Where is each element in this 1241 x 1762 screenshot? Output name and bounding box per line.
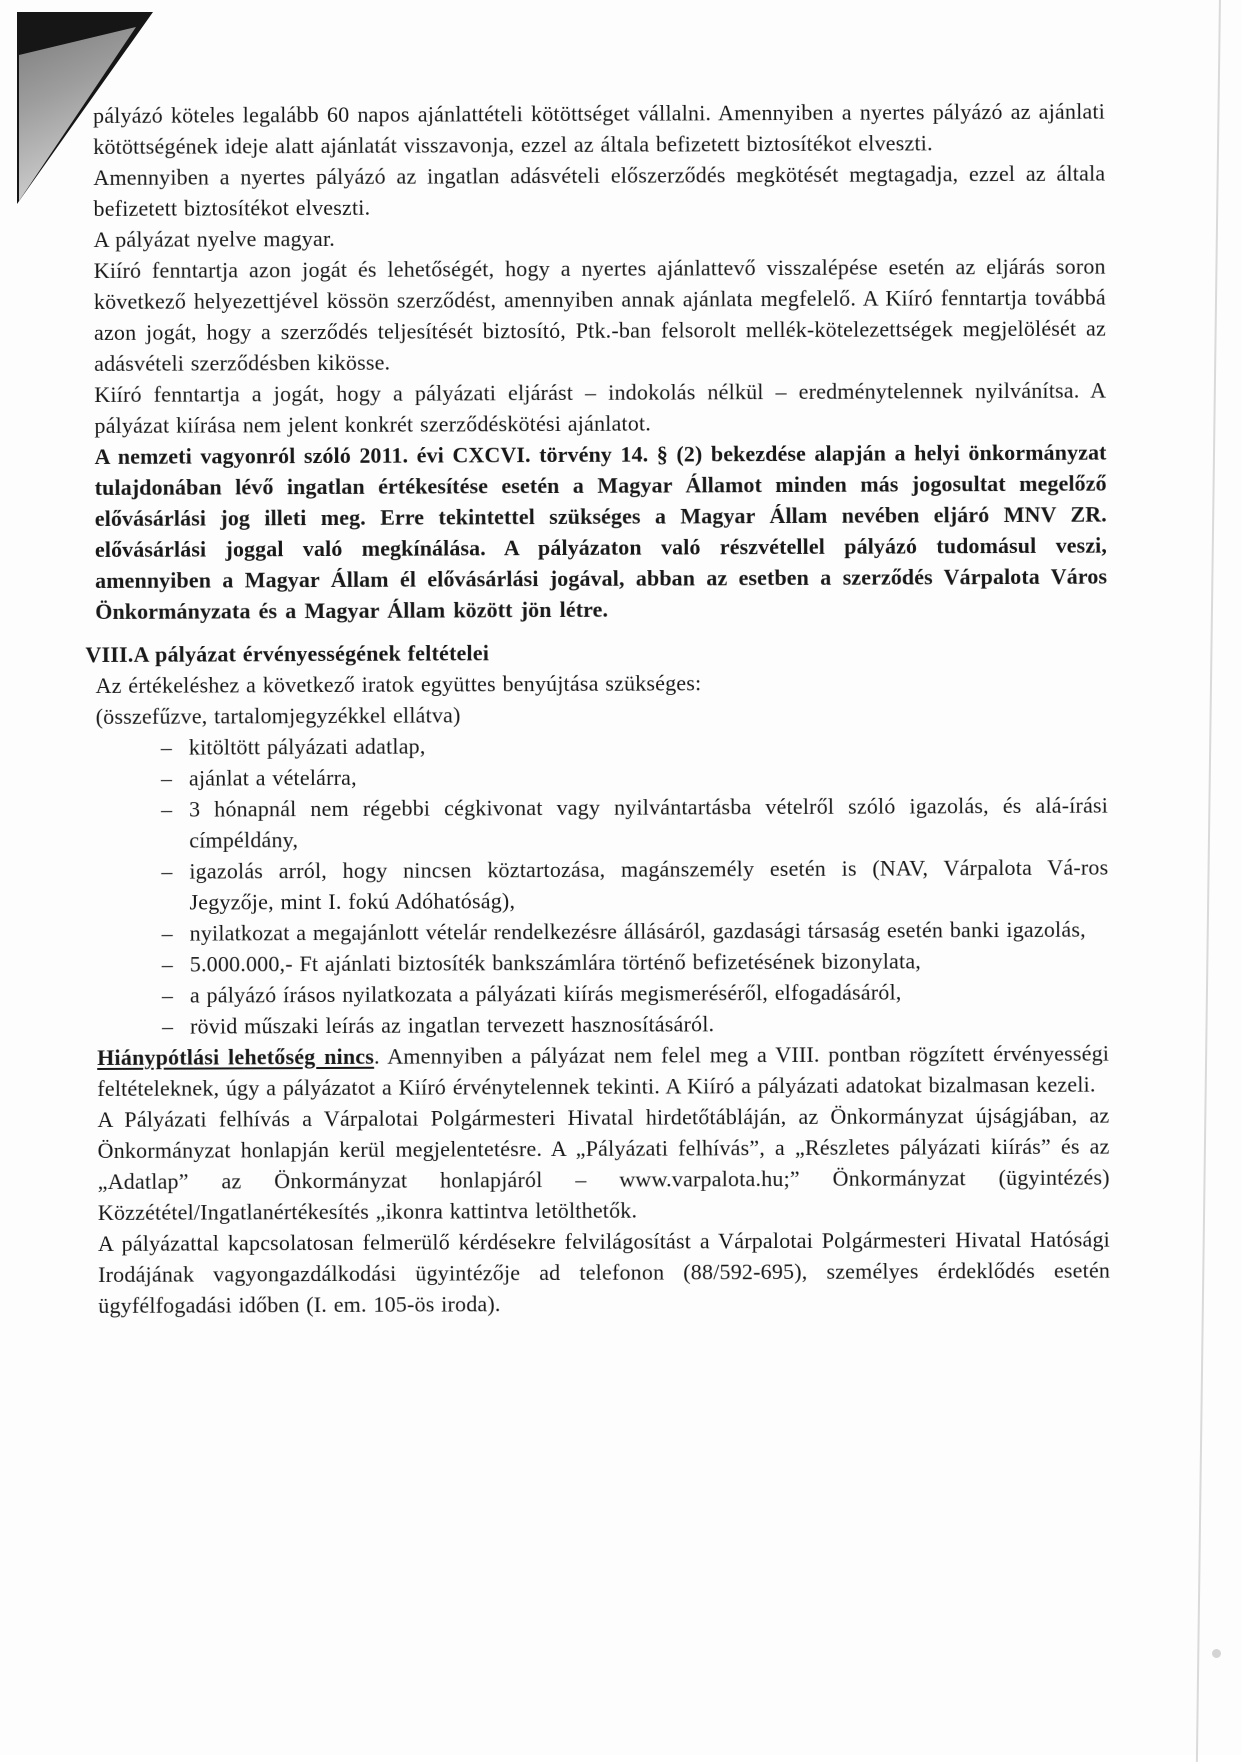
- list-item-text: nyilatkozat a megajánlott vételár rendelkezésre állásáról, gazdasági társaság esetén banki igazolás,: [189, 916, 1086, 946]
- paragraph-state-preemption-right: A nemzeti vagyonról szóló 2011. évi CXCVI. törvény 14. § (2) bekezdése alapján a helyi önkormányzat tulajdonában lévő ingatlan értékesítése esetén a Magyar Államot minden más jogosultat megelőző elővásárlási jog illeti meg. Erre tekintettel szükséges a Magyar Állam nevében eljáró MNV ZR. elővásárlási joggal való megkínálása. A pályázaton való részvétellel pályázó tudomásul veszi, amennyiben a Magyar Állam él elővásárlási jogával, abban az esetben a szerződés Várpalota Város Önkormányzata és a Magyar Állam között jön létre.: [94, 439, 1108, 624]
- document-page: [85, 96, 1111, 1321]
- dash-list-marker: –: [161, 982, 174, 1008]
- paragraph-contact-info: A pályázattal kapcsolatosan felmerülő kérdésekre felvilágosítást a Várpalotai Polgármesteri Hivatal Hatósági Irodájának vagyongazdálkodási ügyintézője ad telefonon (88/592-695), személyes érdeklődés esetén ügyfélfogadási időben (I. em. 105-ös iroda).: [97, 1226, 1111, 1318]
- list-item: [162, 1007, 1109, 1042]
- section-title: A pályázat érvényességének feltételei: [133, 640, 490, 667]
- list-item-text: rövid műszaki leírás az ingatlan tervezett hasznosításáról.: [189, 1011, 715, 1039]
- list-item-text: 3 hónapnál nem régebbi cégkivonat vagy nyilvántartásba vételről szóló igazolás, és alá-írási címpéldány,: [189, 792, 1109, 853]
- section-viii-intro-line2: (összefűzve, tartalomjegyzékkel ellátva): [95, 702, 461, 729]
- paragraph-publication-info: A Pályázati felhívás a Várpalotai Polgármesteri Hivatal hirdetőtábláján, az Önkormányzat újságjában, az Önkormányzat honlapján kerül megjelentetésre. A „Pályázati felhívás”, a „Részletes pályázati kiírás” és az „Adatlap” az Önkormányzat honlapjáról – www.varpalota.hu;” Önkormányzat (ügyintézés) Közzététel/Ingatlanértékesítés „ikonra kattintva letölthetők.: [97, 1102, 1110, 1225]
- list-item: [161, 728, 1108, 763]
- section-viii-validity-conditions: [85, 635, 1109, 1042]
- no-supplementation-lead: Hiánypótlási lehetőség nincs: [97, 1043, 375, 1070]
- dash-list-marker: –: [161, 858, 173, 884]
- paragraph-tender-language: A pályázat nyelve magyar.: [93, 225, 336, 252]
- dash-list-marker: –: [160, 765, 173, 791]
- paragraph-procedure-invalidation: Kiíró fenntartja a jogát, hogy a pályázati eljárást – indokolás nélkül – eredménytelennek nyilvánítsa. A pályázat kiírása nem jelent konkrét szerződéskötési ajánlatot.: [94, 377, 1107, 438]
- list-item: [162, 945, 1109, 980]
- paragraph-deposit-forfeit: pályázó köteles legalább 60 napos ajánlattételi kötöttséget vállalni. Amennyiben a nyertes pályázó az ajánlati kötöttségének ideje alatt ajánlatát visszavonja, ezzel az általa befizetett biztosítékot elveszti.: [93, 98, 1106, 159]
- list-item: [161, 759, 1108, 794]
- list-item-text: kitöltött pályázati adatlap,: [188, 733, 426, 760]
- list-item-text: ajánlat a vételárra,: [188, 764, 357, 791]
- dash-list-marker: –: [161, 1013, 174, 1039]
- paragraph-no-supplementation: [97, 1038, 1109, 1104]
- no-supplementation-rest: . Amennyiben a pályázat nem felel meg a VIII. pontban rögzített érvényességi feltételeknek, úgy a pályázatot a Kiíró érvénytelennek tekinti. A Kiíró a pályázati adatokat bizalmasan kezeli.: [97, 1040, 1110, 1101]
- section-number: VIII.: [85, 641, 134, 668]
- section-viii-intro-line1: Az értékeléshez a következő iratok együttes benyújtása szükséges:: [95, 670, 702, 698]
- list-item-text: igazolás arról, hogy nincsen köztartozása, magánszemély esetén is (NAV, Várpalota Vá-ros Jegyzője, mint I. fokú Adóhatóság),: [189, 854, 1109, 915]
- list-item-text: a pályázó írásos nyilatkozata a pályázati kiírás megismeréséről, elfogadásáról,: [189, 979, 902, 1008]
- required-documents-list: [140, 728, 1109, 1042]
- list-item: [162, 914, 1109, 949]
- section-viii-heading: [85, 635, 1107, 670]
- list-item-text: 5.000.000,- Ft ajánlati biztosíték bankszámlára történő befizetésének bizonylata,: [189, 948, 922, 977]
- list-item: [161, 790, 1108, 856]
- dash-list-marker: –: [160, 734, 173, 760]
- dash-list-marker: –: [161, 796, 173, 822]
- dash-list-marker: –: [161, 951, 174, 977]
- list-item: [162, 976, 1109, 1011]
- paragraph-winner-withdrawal: Kiíró fenntartja azon jogát és lehetőségét, hogy a nyertes ajánlattevő visszalépése esetén az eljárás soron következő helyezettjével kössön szerződést, amennyiben annak ajánlata megfelelő. A Kiíró fenntartja továbbá azon jogát, hogy a szerződés teljesítését biztosító, Ptk.-ban felsorolt mellék-kötelezettségek megjelölését az adásvételi szerződésben kikösse.: [93, 253, 1107, 376]
- list-item: [161, 852, 1108, 918]
- dash-list-marker: –: [161, 920, 173, 946]
- paragraph-precontract-refusal: Amennyiben a nyertes pályázó az ingatlan adásvételi előszerződés megkötését megtagadja, ezzel az általa befizetett biztosítékot elveszti.: [93, 160, 1106, 221]
- scan-speck: [1212, 1649, 1221, 1658]
